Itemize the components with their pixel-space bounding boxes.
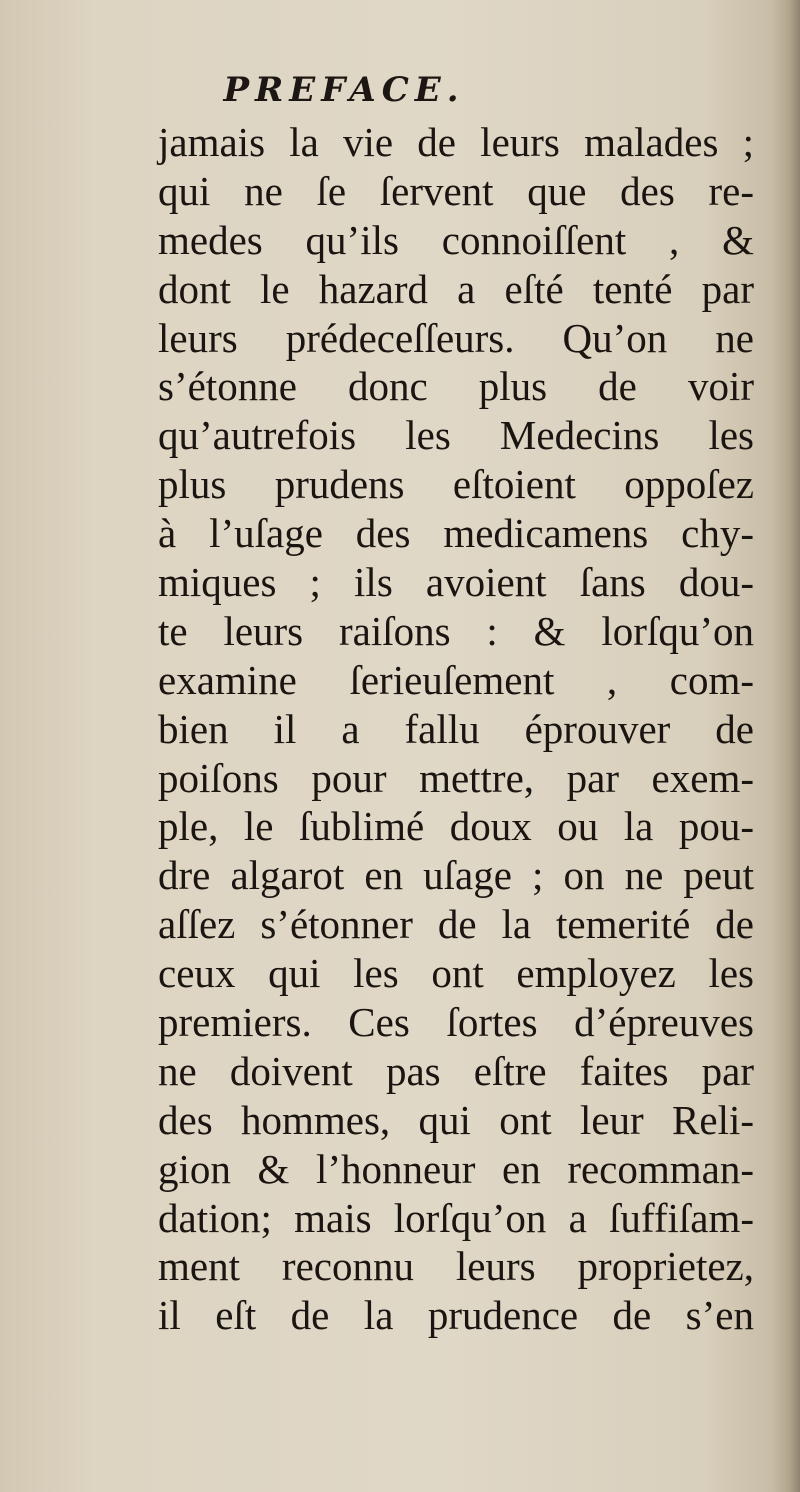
text-line: leurs prédeceſſeurs. Qu’on ne [158,314,754,361]
text-line: ple, le ſublimé doux ou la pou- [158,803,754,850]
text-line: plus prudens eſtoient oppoſez [158,461,754,508]
text-line: dont le hazard a eſté tenté par [158,265,754,312]
text-line: ceux qui les ont employez les [158,950,754,997]
page-edge-shadow [772,0,800,1492]
text-line: dation; mais lorſqu’on a ſuffiſam- [158,1194,754,1241]
text-line: medes qu’ils connoiſſent , & [158,216,754,263]
text-line: ne doivent pas eſtre faites par [158,1047,754,1094]
text-line: ment reconnu leurs proprietez, [158,1243,754,1290]
text-line: bien il a fallu éprouver de [158,705,754,752]
running-title: PREFACE. [223,70,465,110]
text-line: il eſt de la prudence de s’en [158,1292,754,1339]
text-line: qui ne ſe ſervent que des re- [158,167,754,214]
text-line: gion & l’honneur en recomman- [158,1145,754,1192]
text-line: à l’uſage des medicamens chy- [158,510,754,557]
text-line: te leurs raiſons : & lorſqu’on [158,607,754,654]
text-line: jamais la vie de leurs malades ; [158,119,754,165]
text-line: poiſons pour mettre, par exem- [158,754,754,801]
text-line: aſſez s’étonner de la temerité de [158,901,754,948]
text-line: miques ; ils avoient ſans dou- [158,559,754,606]
text-line: dre algarot en uſage ; on ne peut [158,852,754,899]
text-line: qu’autrefois les Medecins les [158,412,754,459]
text-line: des hommes, qui ont leur Reli- [158,1096,754,1143]
text-line: s’étonne donc plus de voir [158,363,754,410]
text-line: examine ſerieuſement , com- [158,656,754,703]
text-line: premiers. Ces ſortes d’épreuves [158,999,754,1046]
body-text [158,118,754,1340]
